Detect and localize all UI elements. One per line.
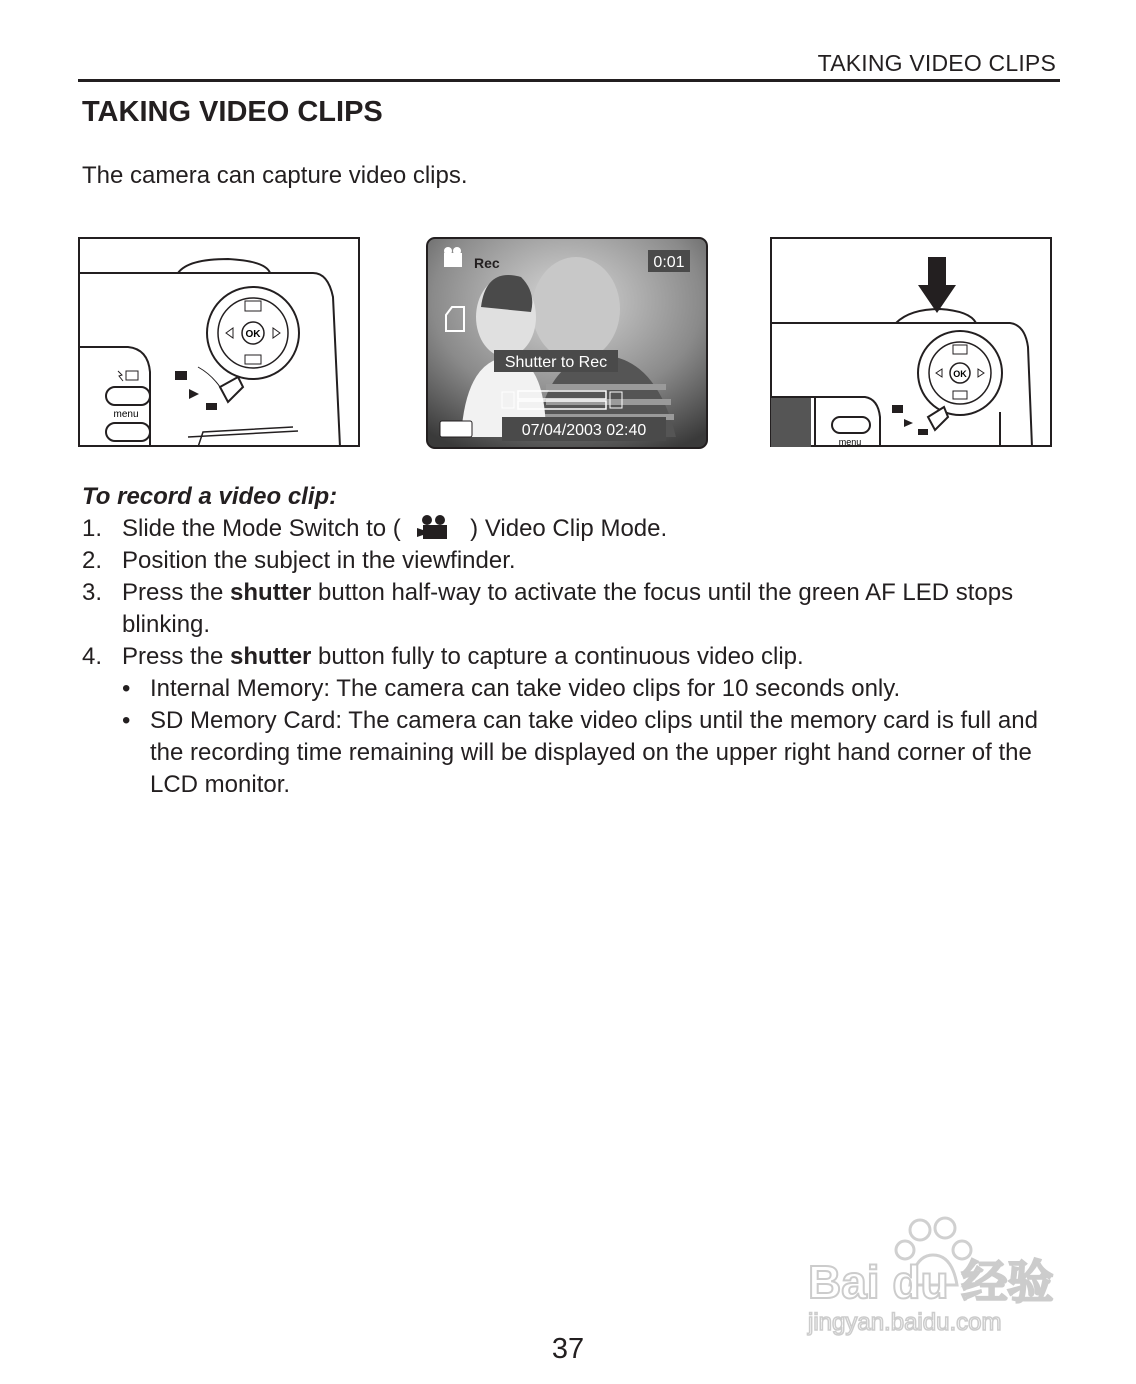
step-bold-text: shutter (230, 643, 312, 670)
step-number: 2. (82, 547, 103, 574)
step-number: 3. (82, 579, 103, 606)
instructions (82, 481, 1072, 801)
step-number: 4. (82, 643, 103, 670)
ok-label: OK (953, 369, 967, 379)
step-text: button half-way to activate the focus until the green AF LED stops blinking. (122, 579, 1014, 638)
bullet-internal-memory (82, 673, 1072, 705)
running-header: TAKING VIDEO CLIPS (817, 50, 1056, 76)
menu-label: menu (113, 409, 139, 420)
camera-mode-switch-figure (78, 237, 360, 447)
step-text: Press the (122, 643, 231, 670)
bullet-text: SD Memory Card: The camera can take video clips until the memory card is full and the recording time remaining will be displayed on the upper right hand corner of the LCD monitor. (150, 707, 1038, 798)
step-text: Position the subject in the viewfinder. (122, 547, 516, 574)
shutter-prompt: Shutter to Rec (504, 354, 608, 371)
press-shutter-figure (770, 237, 1052, 447)
bullet-symbol: • (122, 707, 131, 734)
lcd-preview-figure (426, 237, 708, 447)
bullet-text: Internal Memory: The camera can take video clips for 10 seconds only. (150, 675, 901, 702)
baidu-watermark (800, 1210, 1070, 1340)
step-text: ) Video Clip Mode. (470, 515, 668, 542)
page-number: 37 (551, 1333, 585, 1365)
step-text: Slide the Mode Switch to ( (122, 515, 401, 542)
header-rule (78, 79, 1060, 82)
instructions-heading: To record a video clip: (82, 483, 338, 510)
menu-label: menu (838, 437, 862, 447)
step-text: button fully to capture a continuous video clip. (311, 643, 804, 670)
step-2 (82, 545, 1072, 577)
recording-timer: 0:01 (653, 254, 685, 271)
watermark-url: jingyan.baidu.com (808, 1309, 1002, 1336)
bullet-sd-card (82, 705, 1072, 801)
intro-text: The camera can capture video clips. (82, 162, 468, 189)
page-title: TAKING VIDEO CLIPS (82, 96, 383, 128)
bullet-symbol: • (122, 675, 131, 702)
rec-label: Rec (474, 255, 500, 271)
step-text: Press the (122, 579, 231, 606)
step-1 (82, 513, 1072, 545)
step-number: 1. (82, 515, 103, 542)
datetime-stamp: 07/04/2003 02:40 (521, 422, 647, 439)
step-3 (82, 577, 1072, 641)
ok-label: OK (245, 329, 261, 340)
watermark-brand: Bai du 经验 (808, 1256, 1054, 1308)
step-bold-text: shutter (230, 579, 312, 606)
step-4 (82, 641, 1072, 673)
video-camera-icon (413, 514, 457, 540)
